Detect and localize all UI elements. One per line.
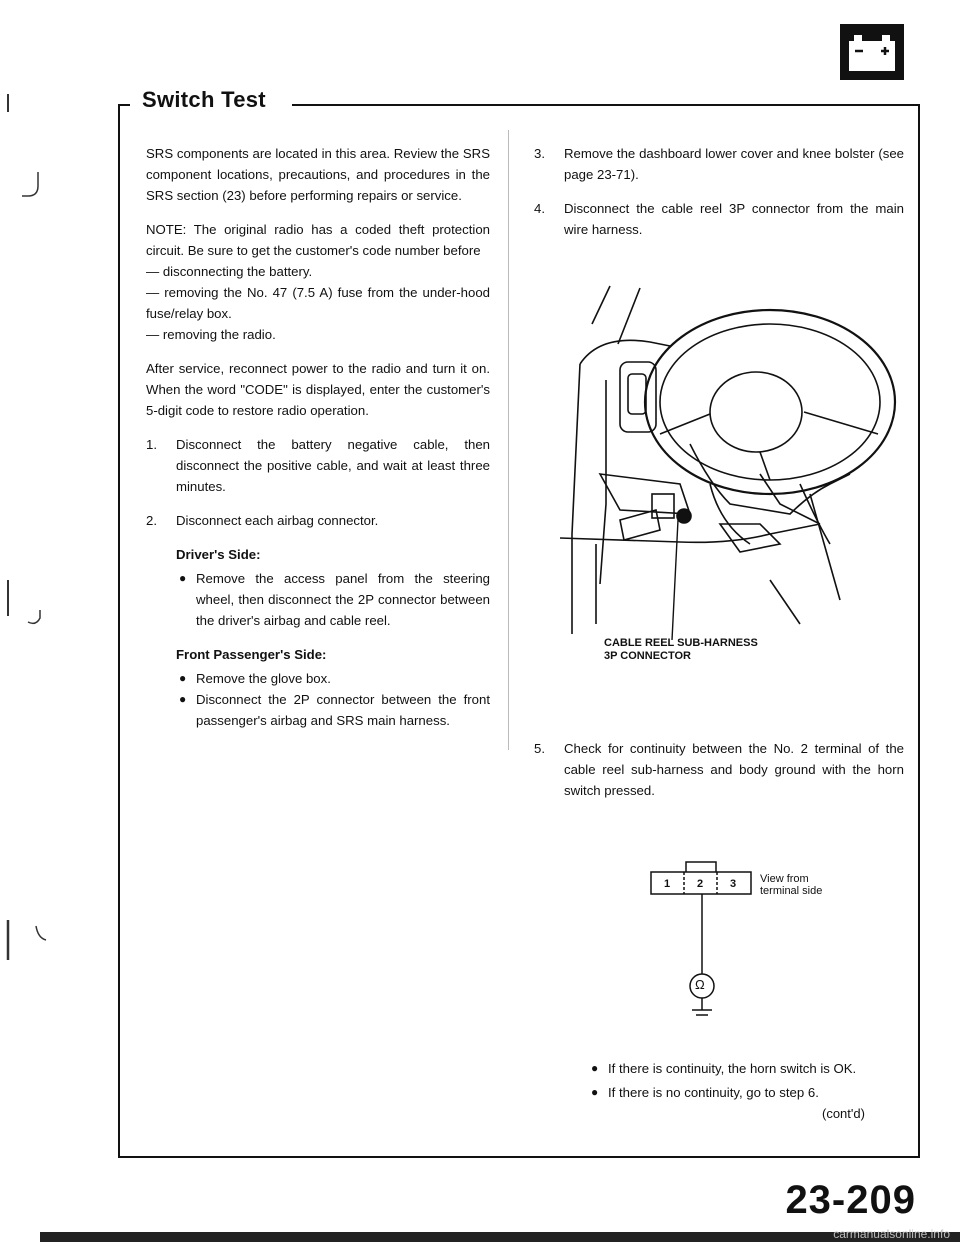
step-2-details bbox=[146, 544, 490, 731]
view-from-line-2: terminal side bbox=[760, 885, 823, 897]
ohmmeter-icon: Ω bbox=[695, 977, 705, 992]
result-fail-text: If there is no continuity, go to step 6. bbox=[608, 1085, 819, 1100]
caption-line-1: CABLE REEL SUB-HARNESS bbox=[604, 637, 758, 649]
bullet-icon: ● bbox=[179, 671, 187, 685]
passenger-bullet-1 bbox=[176, 668, 490, 689]
step-3-text: Remove the dashboard lower cover and knee bolster (see page 23-71). bbox=[564, 146, 904, 182]
right-column-bottom bbox=[534, 738, 904, 814]
step-1-text: Disconnect the battery negative cable, then disconnect the positive cable, and wait at least three minutes. bbox=[176, 437, 490, 494]
step-3-number: 3. bbox=[534, 146, 545, 161]
step-5-number: 5. bbox=[534, 741, 545, 756]
result-ok-text: If there is continuity, the horn switch is OK. bbox=[608, 1061, 857, 1076]
results bbox=[588, 1058, 904, 1103]
view-from-line-1: View from bbox=[760, 873, 809, 885]
bullet-icon: ● bbox=[179, 571, 187, 585]
step-1 bbox=[146, 434, 490, 497]
step-1-number: 1. bbox=[146, 437, 157, 452]
pin-1: 1 bbox=[664, 878, 671, 890]
pin-3: 3 bbox=[730, 878, 737, 890]
bullet-icon: ● bbox=[591, 1061, 599, 1075]
bottom-bar bbox=[40, 1232, 960, 1242]
note-dash-battery: — disconnecting the battery. bbox=[146, 264, 313, 279]
dashboard-illustration bbox=[560, 284, 900, 640]
driver-side-heading: Driver's Side: bbox=[176, 547, 261, 562]
binding-marks bbox=[0, 60, 60, 1160]
view-from-label bbox=[760, 873, 822, 897]
battery-icon bbox=[840, 24, 904, 80]
step-5-text: Check for continuity between the No. 2 terminal of the cable reel sub-harness and body ground with the horn switch pressed. bbox=[564, 741, 904, 798]
step-2-text: Disconnect each airbag connector. bbox=[176, 513, 379, 528]
section-title: Switch Test bbox=[142, 87, 266, 112]
step-2-number: 2. bbox=[146, 513, 157, 528]
srs-intro: SRS components are located in this area. Review the SRS component locations, precautions, and procedures in the SRS section (23) before performing repairs or service. bbox=[146, 146, 490, 203]
page-number: 23-209 bbox=[785, 1178, 916, 1222]
title-rule-right bbox=[292, 104, 918, 106]
watermark: carmanualsonline.info bbox=[833, 1227, 950, 1241]
after-service-text: After service, reconnect power to the radio and turn it on. When the word "CODE" is displayed, enter the customer's 5-digit code to restore radio operation. bbox=[146, 361, 490, 418]
right-column-top bbox=[534, 143, 904, 253]
continued-label: (cont'd) bbox=[822, 1106, 865, 1121]
result-ok bbox=[588, 1058, 904, 1079]
result-fail bbox=[588, 1082, 904, 1103]
passenger-side-heading: Front Passenger's Side: bbox=[176, 647, 327, 662]
note-text: NOTE: The original radio has a coded theft protection circuit. Be sure to get the customer's code number before bbox=[146, 222, 490, 258]
driver-side-bullet bbox=[176, 568, 490, 631]
step-4-text: Disconnect the cable reel 3P connector from the main wire harness. bbox=[564, 201, 904, 237]
driver-side-text: Remove the access panel from the steering wheel, then disconnect the 2P connector between the driver's airbag and cable reel. bbox=[196, 571, 490, 628]
step-5 bbox=[534, 738, 904, 801]
column-divider bbox=[508, 130, 509, 750]
passenger-bullet-2-text: Disconnect the 2P connector between the front passenger's airbag and SRS main harness. bbox=[196, 692, 490, 728]
note-dash-fuse: — removing the No. 47 (7.5 A) fuse from the under-hood fuse/relay box. bbox=[146, 285, 490, 321]
passenger-bullet-1-text: Remove the glove box. bbox=[196, 671, 331, 686]
bullet-icon: ● bbox=[591, 1085, 599, 1099]
title-rule-left bbox=[118, 104, 130, 106]
passenger-bullet-2 bbox=[176, 689, 490, 731]
pin-2: 2 bbox=[697, 878, 704, 890]
illustration-caption bbox=[604, 637, 758, 663]
step-4-number: 4. bbox=[534, 201, 545, 216]
step-3 bbox=[534, 143, 904, 185]
note-dash-radio: — removing the radio. bbox=[146, 327, 276, 342]
bullet-icon: ● bbox=[179, 692, 187, 706]
step-2 bbox=[146, 510, 490, 531]
caption-line-2: 3P CONNECTOR bbox=[604, 650, 692, 662]
left-column bbox=[146, 143, 490, 731]
step-4 bbox=[534, 198, 904, 240]
